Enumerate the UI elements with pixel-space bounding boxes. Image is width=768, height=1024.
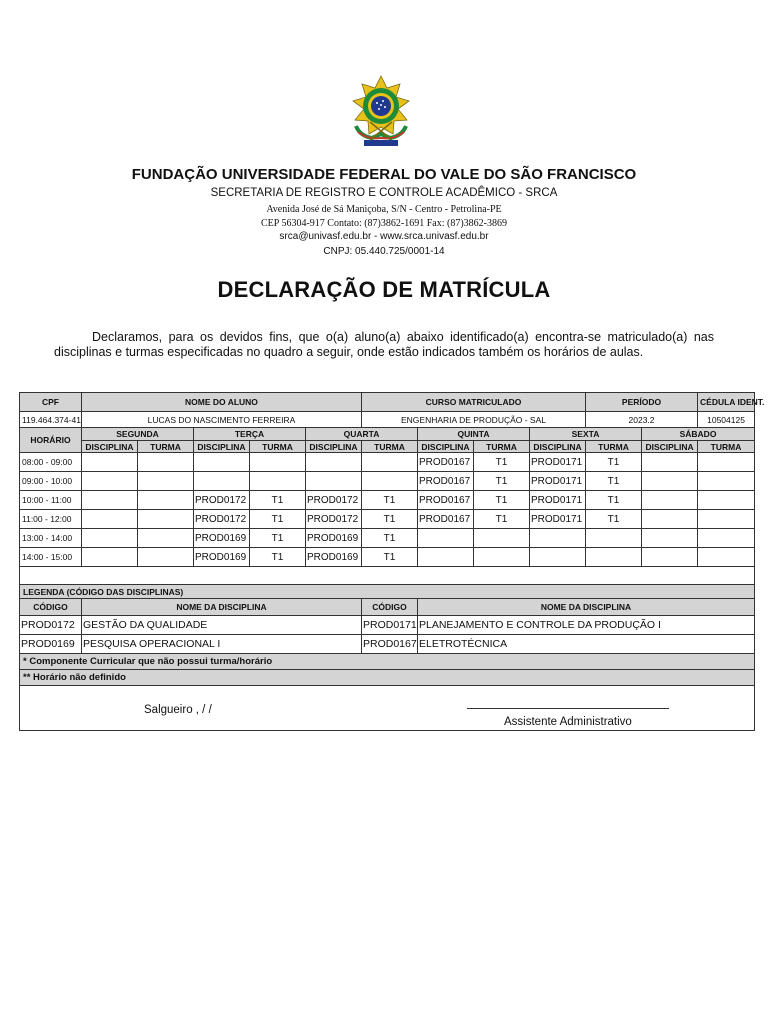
time-slot: 14:00 - 15:00 bbox=[20, 548, 82, 567]
course-value: ENGENHARIA DE PRODUÇÃO - SAL bbox=[362, 412, 586, 428]
time-slot: 13:00 - 14:00 bbox=[20, 529, 82, 548]
institution-name: FUNDAÇÃO UNIVERSIDADE FEDERAL DO VALE DO SÃO FRANCISCO bbox=[131, 166, 637, 183]
period-header: PERÍODO bbox=[586, 393, 698, 412]
signature-line bbox=[467, 698, 669, 709]
discipline-cell bbox=[642, 472, 698, 491]
legend-discipline-name: GESTÃO DA QUALIDADE bbox=[82, 616, 362, 635]
discipline-cell: PROD0172 bbox=[194, 491, 250, 510]
day-header: QUARTA bbox=[306, 428, 418, 441]
horario-header: HORÁRIO bbox=[20, 428, 82, 453]
address-line: Avenida José de Sá Maniçoba, S/N - Centro - Petrolina-PE bbox=[266, 204, 502, 215]
document-title: DECLARAÇÃO DE MATRÍCULA bbox=[217, 277, 551, 302]
time-slot: 08:00 - 09:00 bbox=[20, 453, 82, 472]
course-header: CURSO MATRICULADO bbox=[362, 393, 586, 412]
class-cell: T1 bbox=[586, 453, 642, 472]
note-undefined-time: ** Horário não definido bbox=[20, 670, 755, 686]
discipline-cell: PROD0171 bbox=[530, 491, 586, 510]
legend-code-header: CÓDIGO bbox=[362, 599, 418, 616]
class-cell: T1 bbox=[250, 548, 306, 567]
enrollment-table bbox=[19, 392, 765, 731]
subheader-disciplina: DISCIPLINA bbox=[194, 441, 250, 453]
id-card-header: CÉDULA IDENT. bbox=[698, 393, 755, 412]
cpf-value: 119.464.374-41 bbox=[20, 412, 82, 428]
schedule-rows bbox=[20, 453, 755, 567]
discipline-cell: PROD0172 bbox=[194, 510, 250, 529]
schedule-row bbox=[20, 453, 755, 472]
legend-title: LEGENDA (CÓDIGO DAS DISCIPLINAS) bbox=[20, 585, 755, 599]
class-cell: T1 bbox=[250, 491, 306, 510]
discipline-cell bbox=[530, 529, 586, 548]
subheader-disciplina: DISCIPLINA bbox=[306, 441, 362, 453]
legend-code-header: CÓDIGO bbox=[20, 599, 82, 616]
class-cell bbox=[138, 453, 194, 472]
subheader-turma: TURMA bbox=[586, 441, 642, 453]
discipline-cell bbox=[306, 472, 362, 491]
subheader-turma: TURMA bbox=[474, 441, 530, 453]
class-cell bbox=[138, 491, 194, 510]
day-header: SEGUNDA bbox=[82, 428, 194, 441]
class-cell: T1 bbox=[474, 491, 530, 510]
contact-line: CEP 56304-917 Contato: (87)3862-1691 Fax: (87)3862-3869 bbox=[260, 218, 507, 229]
class-cell: T1 bbox=[586, 510, 642, 529]
legend-discipline-name: ELETROTÉCNICA bbox=[418, 635, 755, 654]
day-header: TERÇA bbox=[194, 428, 306, 441]
subheader-turma: TURMA bbox=[362, 441, 418, 453]
schedule-row bbox=[20, 510, 755, 529]
legend-code: PROD0169 bbox=[20, 635, 82, 654]
time-slot: 11:00 - 12:00 bbox=[20, 510, 82, 529]
day-header: QUINTA bbox=[418, 428, 530, 441]
day-header: SÁBADO bbox=[642, 428, 755, 441]
class-cell: T1 bbox=[362, 491, 418, 510]
discipline-cell: PROD0172 bbox=[306, 510, 362, 529]
class-cell bbox=[250, 453, 306, 472]
legend-name-header: NOME DA DISCIPLINA bbox=[82, 599, 362, 616]
subheader-turma: TURMA bbox=[698, 441, 755, 453]
signature-area bbox=[20, 686, 755, 731]
discipline-cell: PROD0169 bbox=[306, 529, 362, 548]
discipline-cell: PROD0169 bbox=[194, 529, 250, 548]
discipline-cell bbox=[642, 510, 698, 529]
discipline-cell bbox=[306, 453, 362, 472]
class-cell: T1 bbox=[474, 510, 530, 529]
class-cell bbox=[474, 548, 530, 567]
class-cell bbox=[698, 491, 755, 510]
department-name: SECRETARIA DE REGISTRO E CONTROLE ACADÊMICO - SRCA bbox=[210, 187, 558, 199]
day-header: SEXTA bbox=[530, 428, 642, 441]
time-slot: 10:00 - 11:00 bbox=[20, 491, 82, 510]
subheader-turma: TURMA bbox=[250, 441, 306, 453]
class-cell: T1 bbox=[362, 529, 418, 548]
subheader-turma: TURMA bbox=[138, 441, 194, 453]
class-cell bbox=[698, 529, 755, 548]
schedule-row bbox=[20, 548, 755, 567]
class-cell: T1 bbox=[250, 529, 306, 548]
web-line: srca@univasf.edu.br - www.srca.univasf.edu.br bbox=[279, 231, 489, 242]
discipline-cell: PROD0167 bbox=[418, 491, 474, 510]
subheader-disciplina: DISCIPLINA bbox=[530, 441, 586, 453]
student-name-value: LUCAS DO NASCIMENTO FERREIRA bbox=[82, 412, 362, 428]
class-cell bbox=[362, 472, 418, 491]
discipline-cell bbox=[418, 548, 474, 567]
class-cell: T1 bbox=[474, 472, 530, 491]
discipline-cell bbox=[530, 548, 586, 567]
class-cell bbox=[698, 453, 755, 472]
discipline-cell bbox=[642, 529, 698, 548]
discipline-cell: PROD0169 bbox=[194, 548, 250, 567]
class-cell bbox=[138, 472, 194, 491]
discipline-cell: PROD0171 bbox=[530, 472, 586, 491]
class-cell bbox=[138, 510, 194, 529]
legend-name-header: NOME DA DISCIPLINA bbox=[418, 599, 755, 616]
class-cell: T1 bbox=[586, 491, 642, 510]
discipline-cell bbox=[82, 453, 138, 472]
class-cell: T1 bbox=[474, 453, 530, 472]
class-cell bbox=[698, 548, 755, 567]
class-cell bbox=[138, 529, 194, 548]
subheader-disciplina: DISCIPLINA bbox=[418, 441, 474, 453]
discipline-cell bbox=[82, 510, 138, 529]
discipline-cell: PROD0167 bbox=[418, 472, 474, 491]
legend-discipline-name: PLANEJAMENTO E CONTROLE DA PRODUÇÃO I bbox=[418, 616, 755, 635]
class-cell bbox=[586, 548, 642, 567]
class-cell bbox=[698, 472, 755, 491]
brazil-coat-of-arms-icon bbox=[346, 74, 416, 148]
subheader-disciplina: DISCIPLINA bbox=[82, 441, 138, 453]
signer-role: Assistente Administrativo bbox=[504, 716, 632, 728]
discipline-cell: PROD0169 bbox=[306, 548, 362, 567]
legend-discipline-name: PESQUISA OPERACIONAL I bbox=[82, 635, 362, 654]
schedule-row bbox=[20, 491, 755, 510]
discipline-cell bbox=[82, 529, 138, 548]
student-name-header: NOME DO ALUNO bbox=[82, 393, 362, 412]
class-cell: T1 bbox=[250, 510, 306, 529]
id-card-value: 10504125 bbox=[698, 412, 755, 428]
discipline-cell bbox=[194, 472, 250, 491]
discipline-cell bbox=[194, 453, 250, 472]
note-no-class: * Componente Curricular que não possui turma/horário bbox=[20, 654, 755, 670]
discipline-cell bbox=[642, 548, 698, 567]
discipline-cell bbox=[82, 472, 138, 491]
class-cell bbox=[698, 510, 755, 529]
class-cell bbox=[586, 529, 642, 548]
discipline-cell: PROD0171 bbox=[530, 453, 586, 472]
discipline-cell: PROD0167 bbox=[418, 453, 474, 472]
discipline-cell: PROD0167 bbox=[418, 510, 474, 529]
discipline-cell bbox=[418, 529, 474, 548]
declaration-paragraph: Declaramos, para os devidos fins, que o(a) aluno(a) abaixo identificado(a) encontra-se matriculado(a) nas disciplinas e turmas especificadas no quadro a seguir, onde estão indicados também os horários de aulas. bbox=[54, 330, 714, 359]
city-date: Salgueiro , / / bbox=[144, 704, 212, 716]
class-cell bbox=[362, 453, 418, 472]
class-cell: T1 bbox=[362, 548, 418, 567]
discipline-cell: PROD0171 bbox=[530, 510, 586, 529]
class-cell bbox=[474, 529, 530, 548]
subheader-disciplina: DISCIPLINA bbox=[642, 441, 698, 453]
legend-code: PROD0172 bbox=[20, 616, 82, 635]
class-cell: T1 bbox=[586, 472, 642, 491]
legend-code: PROD0167 bbox=[362, 635, 418, 654]
schedule-row bbox=[20, 472, 755, 491]
discipline-cell bbox=[82, 491, 138, 510]
class-cell bbox=[250, 472, 306, 491]
cnpj-line: CNPJ: 05.440.725/0001-14 bbox=[323, 246, 445, 257]
legend-code: PROD0171 bbox=[362, 616, 418, 635]
discipline-cell bbox=[82, 548, 138, 567]
class-cell: T1 bbox=[362, 510, 418, 529]
time-slot: 09:00 - 10:00 bbox=[20, 472, 82, 491]
spacer-row bbox=[20, 567, 755, 585]
period-value: 2023.2 bbox=[586, 412, 698, 428]
schedule-row bbox=[20, 529, 755, 548]
discipline-cell bbox=[642, 491, 698, 510]
discipline-cell: PROD0172 bbox=[306, 491, 362, 510]
cpf-header: CPF bbox=[20, 393, 82, 412]
discipline-cell bbox=[642, 453, 698, 472]
class-cell bbox=[138, 548, 194, 567]
